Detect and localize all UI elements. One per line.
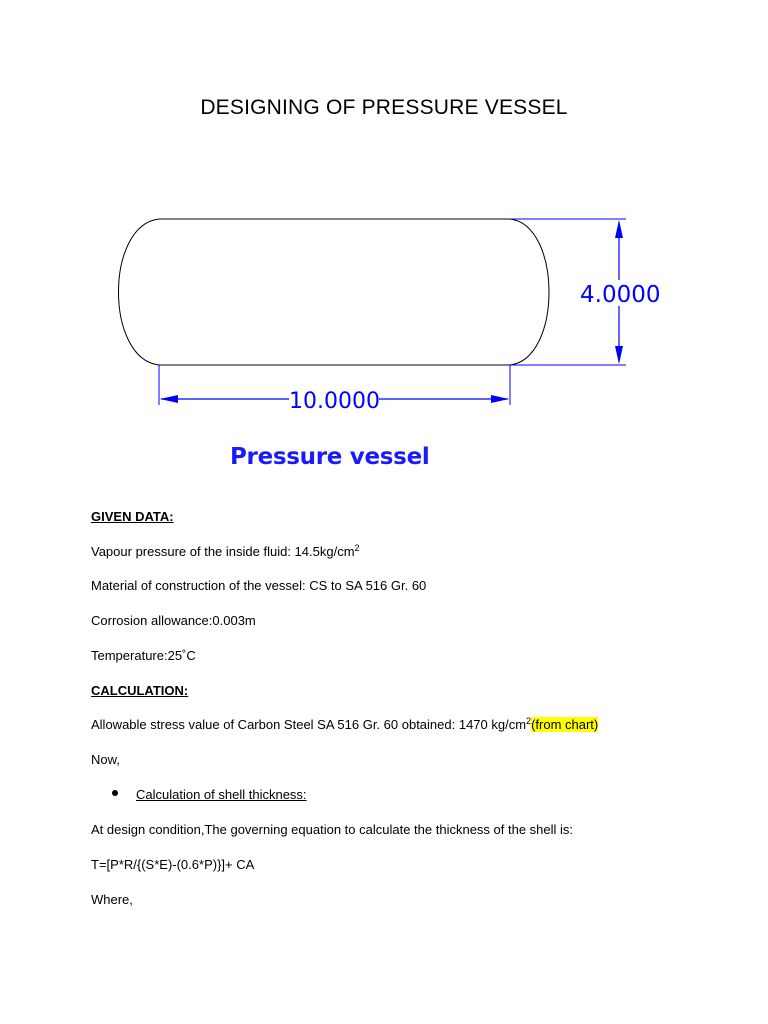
corrosion-allowance-line: Corrosion allowance:0.003m bbox=[91, 613, 256, 628]
calculation-heading: CALCULATION: bbox=[91, 683, 189, 698]
height-arrow-down bbox=[615, 346, 623, 364]
allowable-stress-text: Allowable stress value of Carbon Steel SA 516 Gr. 60 obtained: 1470 kg/cm bbox=[91, 717, 527, 732]
height-arrow-up bbox=[615, 220, 623, 238]
where-line: Where, bbox=[91, 892, 133, 907]
height-dimension-label: 4.0000 bbox=[580, 282, 661, 308]
vessel-left-head bbox=[119, 219, 160, 365]
from-chart-highlight: (from chart) bbox=[531, 717, 599, 732]
given-data-heading: GIVEN DATA: bbox=[91, 509, 174, 524]
extension-lines bbox=[159, 219, 626, 405]
material-line: Material of construction of the vessel: CS to SA 516 Gr. 60 bbox=[91, 578, 427, 593]
length-arrow-right bbox=[491, 395, 509, 403]
thickness-equation: T=[P*R/{(S*E)-(0.6*P)}]+ CA bbox=[91, 857, 255, 872]
shell-thickness-bullet-item: Calculation of shell thickness: bbox=[136, 787, 307, 802]
pressure-vessel-drawing bbox=[0, 0, 768, 480]
figure-caption: Pressure vessel bbox=[230, 444, 430, 470]
vessel-right-head bbox=[510, 219, 549, 365]
length-dimension-label: 10.0000 bbox=[289, 389, 380, 414]
allowable-stress-superscript: 2 bbox=[526, 716, 532, 726]
temperature-line: Temperature:25˚C bbox=[91, 648, 196, 663]
length-arrow-left bbox=[160, 395, 178, 403]
vapour-pressure-line bbox=[91, 543, 360, 561]
vapour-pressure-superscript: 2 bbox=[354, 543, 360, 553]
allowable-stress-line bbox=[91, 716, 598, 734]
design-condition-line: At design condition,The governing equation to calculate the thickness of the shell is: bbox=[91, 822, 574, 837]
now-line: Now, bbox=[91, 752, 120, 767]
vessel-outline bbox=[119, 219, 550, 365]
page-title: DESIGNING OF PRESSURE VESSEL bbox=[200, 96, 568, 119]
bullet-icon bbox=[112, 790, 118, 796]
vapour-pressure-text: Vapour pressure of the inside fluid: 14.5kg/cm bbox=[91, 544, 355, 559]
